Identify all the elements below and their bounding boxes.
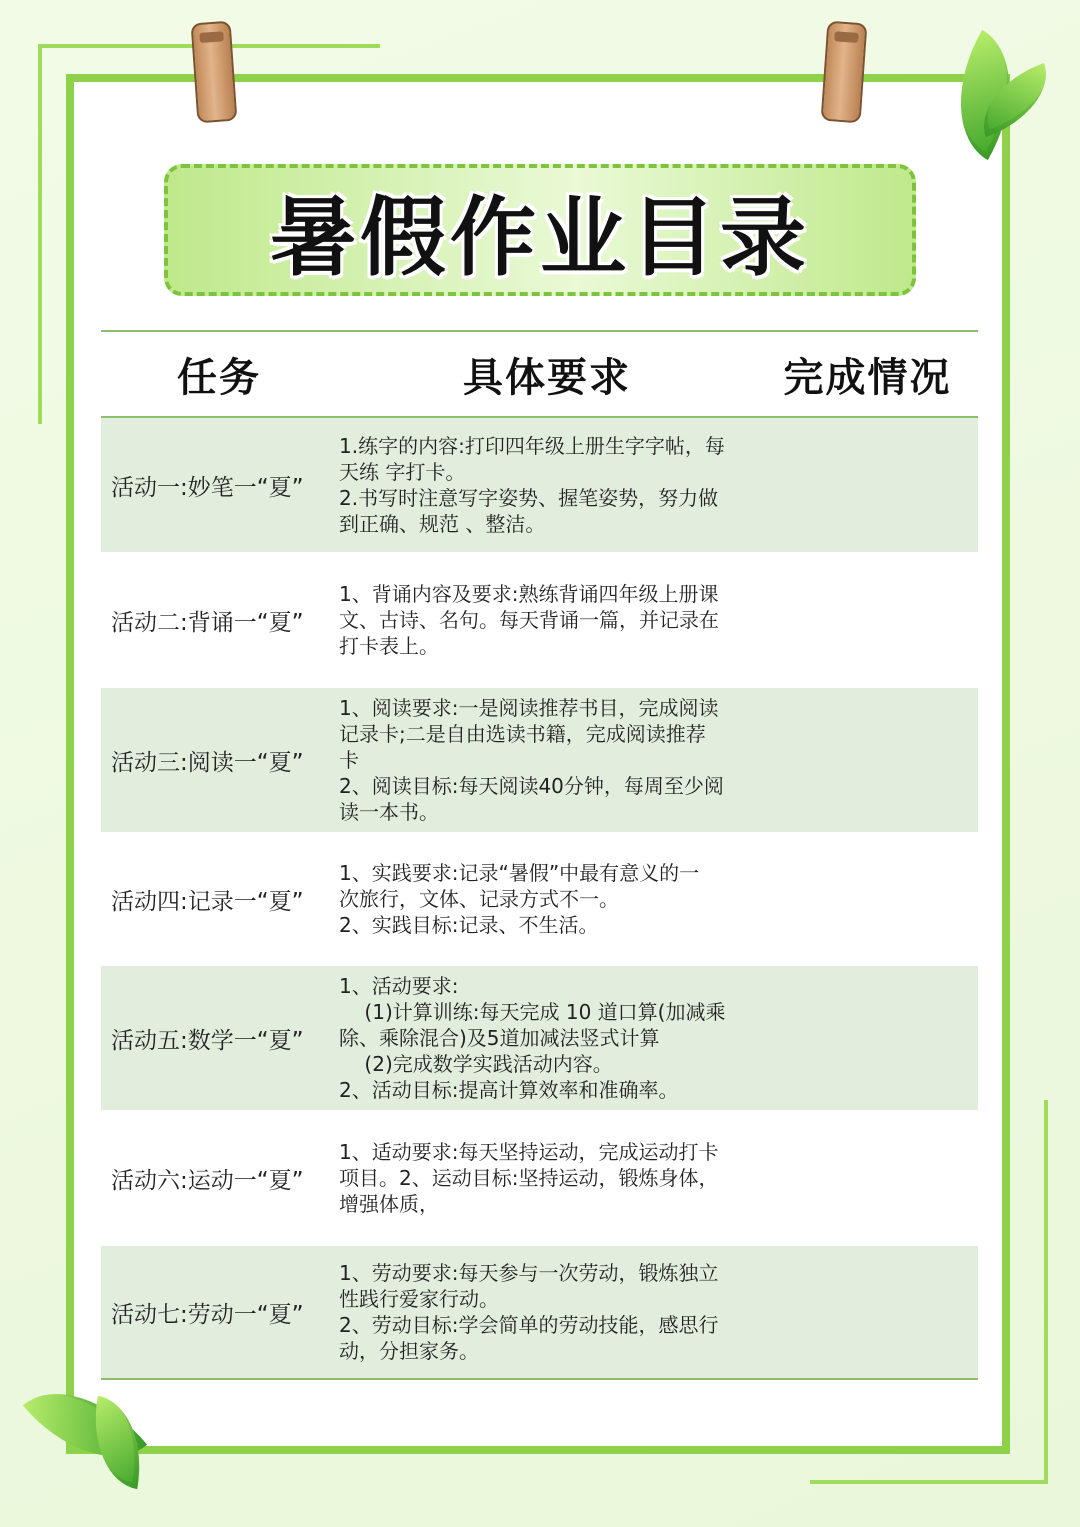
- header-completion: 完成情况: [783, 354, 952, 401]
- requirement-line: 到正确、规范 、整洁。: [339, 512, 546, 536]
- table-row: [101, 1110, 978, 1246]
- requirement-cell: [337, 1139, 757, 1217]
- homework-table: [101, 330, 978, 1380]
- requirement-line: 读一本书。: [339, 800, 439, 824]
- task-cell: 活动四:记录一“夏”: [111, 888, 304, 915]
- requirement-line: 2、活动目标:提高计算效率和准确率。: [339, 1078, 679, 1102]
- requirement-line: 1、实践要求:记录“暑假”中最有意义的一: [339, 861, 700, 885]
- requirement-cell: [337, 581, 757, 659]
- task-cell: 活动三:阅读一“夏”: [111, 749, 304, 776]
- table-row: [101, 832, 978, 966]
- table-row: [101, 688, 978, 832]
- requirement-line: 天练 字打卡。: [339, 460, 466, 484]
- decor-line-left: [38, 44, 42, 424]
- requirement-line: 次旅行，文体、记录方式不一。: [339, 887, 619, 911]
- requirement-line: 文、古诗、名句。每天背诵一篇，并记录在: [339, 608, 719, 632]
- clothespin-icon: [821, 21, 868, 124]
- task-cell: 活动七:劳动一“夏”: [111, 1301, 304, 1328]
- task-cell: 活动六:运动一“夏”: [111, 1167, 304, 1194]
- requirement-line: (2)完成数学实践活动内容。: [339, 1052, 613, 1076]
- requirement-cell: [337, 433, 757, 537]
- requirement-line: 1.练字的内容:打印四年级上册生字字帖，每: [339, 434, 725, 458]
- clothespin-icon: [191, 21, 238, 124]
- table-header: [101, 330, 978, 418]
- requirement-line: 1、背诵内容及要求:熟练背诵四年级上册课: [339, 582, 719, 606]
- requirement-line: 项目。2、运动目标:坚持运动，锻炼身体，: [339, 1166, 719, 1190]
- table-row: [101, 552, 978, 688]
- table-row: [101, 418, 978, 552]
- requirement-line: 性践行爱家行动。: [339, 1287, 499, 1311]
- requirement-line: 记录卡;二是自由选读书籍，完成阅读推荐: [339, 722, 706, 746]
- header-requirements: 具体要求: [463, 354, 631, 401]
- requirement-cell: [337, 973, 757, 1103]
- requirement-line: 1、适动要求:每天坚持运动，完成运动打卡: [339, 1140, 719, 1164]
- requirement-line: (1)计算训练:每天完成 10 道口算(加减乘: [339, 1000, 726, 1024]
- requirement-line: 2、实践目标:记录、不生活。: [339, 913, 599, 937]
- requirement-line: 1、活动要求:: [339, 974, 459, 998]
- page-title: 暑假作业目录: [270, 188, 810, 288]
- requirement-line: 2、劳动目标:学会简单的劳动技能，感思行: [339, 1313, 719, 1337]
- requirement-line: 打卡表上。: [339, 634, 439, 658]
- decor-line-right: [1044, 1100, 1048, 1480]
- requirement-line: 2、阅读目标:每天阅读40分钟，每周至少阅: [339, 774, 724, 798]
- header-task: 任务: [177, 354, 261, 401]
- requirement-cell: [337, 860, 757, 938]
- requirement-line: 卡: [339, 748, 359, 772]
- table-row: [101, 1246, 978, 1380]
- task-cell: 活动二:背诵一“夏”: [111, 609, 304, 636]
- table-row: [101, 966, 978, 1110]
- requirement-line: 除、乘除混合)及5道加减法竖式计算: [339, 1026, 660, 1050]
- requirement-line: 动，分担家务。: [339, 1339, 479, 1363]
- requirement-cell: [337, 1260, 757, 1364]
- requirement-line: 1、阅读要求:一是阅读推荐书目，完成阅读: [339, 696, 719, 720]
- requirement-cell: [337, 695, 757, 825]
- requirement-line: 增强体质，: [339, 1192, 439, 1216]
- title-banner: [164, 164, 916, 296]
- task-cell: 活动五:数学一“夏”: [111, 1027, 304, 1054]
- requirement-line: 2.书写时注意写字姿势、握笔姿势，努力做: [339, 486, 719, 510]
- task-cell: 活动一:妙笔一“夏”: [111, 474, 304, 501]
- decor-line-bottom: [810, 1480, 1048, 1484]
- requirement-line: 1、劳动要求:每天参与一次劳动，锻炼独立: [339, 1261, 719, 1285]
